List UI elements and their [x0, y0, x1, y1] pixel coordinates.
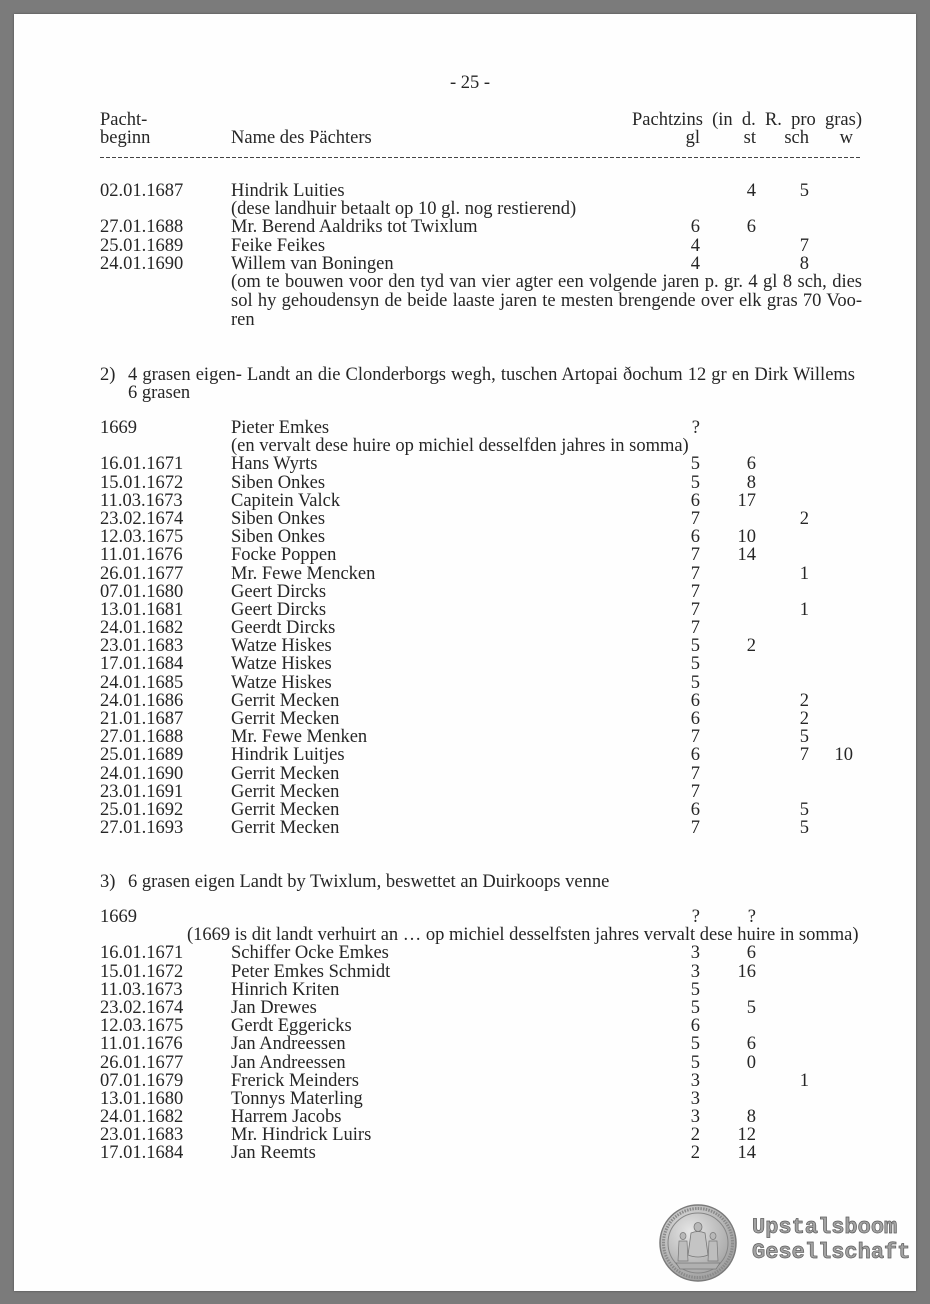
tenant-name-cell: Mr. Fewe Mencken: [231, 563, 376, 584]
lease-begin-cell: 23.02.1674: [100, 997, 184, 1018]
rent-st-cell: 8: [746, 1107, 756, 1128]
rent-st-cell: 6: [746, 217, 756, 238]
table-row: [0, 801, 930, 819]
tenant-name-cell: Hindrik Luitjes: [231, 745, 345, 766]
rent-sch-cell: 7: [799, 235, 809, 256]
lease-begin-cell: 26.01.1677: [100, 1052, 184, 1073]
rent-gl-cell: 3: [690, 961, 700, 982]
table-row: [0, 728, 930, 746]
rent-gl-cell: 4: [690, 235, 700, 256]
table-row: [0, 746, 930, 764]
tenant-name-cell: Jan Andreessen: [231, 1034, 346, 1055]
table-row: [0, 1108, 930, 1126]
tenant-name-cell: Feike Feikes: [231, 235, 326, 256]
rent-gl-cell: 5: [690, 979, 700, 1000]
table-row: [0, 455, 930, 473]
tenant-name-cell: Jan Drewes: [231, 997, 317, 1018]
tenant-name-cell: Siben Onkes: [231, 527, 326, 548]
table-row: [0, 637, 930, 655]
lease-begin-cell: 11.03.1673: [100, 979, 183, 1000]
remark-text: sol hy gehoudensyn de beide laaste jaren te mesten brengende over elk gras 70 Voo-: [231, 290, 862, 311]
tenant-name-cell: Tonnys Materling: [231, 1088, 363, 1109]
lease-begin-cell: 13.01.1681: [100, 599, 184, 620]
tenant-name-cell: Frerick Meinders: [231, 1070, 359, 1091]
page-number: - 25 -: [449, 73, 491, 93]
rent-sch-cell: 2: [799, 690, 809, 711]
table-row: [0, 546, 930, 564]
section-number: 2): [100, 365, 116, 385]
table-row: [0, 710, 930, 728]
tenant-name-cell: Siben Onkes: [231, 508, 326, 529]
table-row: [0, 255, 930, 273]
seal-icon: [658, 1203, 738, 1283]
lease-begin-cell: 16.01.1671: [100, 454, 184, 475]
rent-st-cell: 17: [737, 490, 756, 511]
rent-gl-cell: 5: [690, 636, 700, 657]
header-unit-st: st: [743, 128, 756, 148]
rent-gl-cell: 3: [690, 1070, 700, 1091]
lease-begin-cell: 21.01.1687: [100, 709, 184, 729]
section-1-table: [0, 182, 930, 330]
table-row: [0, 1072, 930, 1090]
header-lease-begin-line2: beginn: [100, 128, 151, 148]
lease-begin-cell: 24.01.1690: [100, 763, 184, 784]
rent-gl-cell: 5: [690, 454, 700, 475]
header-dashed-rule: [100, 157, 862, 158]
lease-begin-cell: 1669: [100, 418, 137, 438]
table-row: [0, 601, 930, 619]
rent-gl-cell: 2: [690, 1143, 700, 1164]
lease-begin-cell: 17.01.1684: [100, 654, 184, 675]
lease-begin-cell: 1669: [100, 907, 137, 927]
tenant-name-cell: Mr. Fewe Menken: [231, 727, 368, 748]
lease-begin-cell: 24.01.1685: [100, 672, 184, 693]
table-row: [0, 944, 930, 962]
lease-begin-cell: 27.01.1693: [100, 818, 184, 839]
rent-gl-cell: 7: [690, 581, 700, 602]
rent-st-cell: 10: [737, 527, 756, 548]
tenant-name-cell: Jan Andreessen: [231, 1052, 346, 1073]
tenant-name-cell: Gerrit Mecken: [231, 763, 340, 784]
table-row: [0, 1144, 930, 1162]
rent-gl-cell: 5: [690, 672, 700, 693]
rent-sch-cell: 5: [799, 181, 809, 201]
rent-st-cell: 6: [746, 454, 756, 475]
rent-gl-cell: 7: [690, 545, 700, 566]
lease-begin-cell: 27.01.1688: [100, 727, 184, 748]
rent-gl-cell: 6: [690, 527, 700, 548]
rent-sch-cell: 1: [799, 599, 809, 620]
table-row: [0, 1090, 930, 1108]
rent-sch-cell: 5: [799, 799, 809, 820]
tenant-name-cell: Watze Hiskes: [231, 672, 332, 693]
remark-text: (en vervalt dese huire op michiel desselfden jahres in somma): [231, 436, 689, 457]
remark-text: ren: [231, 309, 255, 330]
rent-gl-cell: 5: [690, 472, 700, 493]
tenant-name-cell: Willem van Boningen: [231, 253, 394, 274]
header-lease-begin-line1: Pacht-: [100, 110, 148, 130]
tenant-name-cell: Watze Hiskes: [231, 654, 332, 675]
tenant-name-cell: Focke Poppen: [231, 545, 337, 566]
rent-gl-cell: 7: [690, 763, 700, 784]
rent-sch-cell: 7: [799, 745, 809, 766]
rent-gl-cell: 5: [690, 654, 700, 675]
header-tenant-name: Name des Pächters: [231, 128, 372, 148]
lease-begin-cell: 23.02.1674: [100, 508, 184, 529]
header-unit-w: w: [839, 128, 853, 148]
tenant-name-cell: Watze Hiskes: [231, 636, 332, 657]
table-row: [0, 655, 930, 673]
rent-w-cell: 10: [834, 745, 853, 766]
rent-gl-cell: 5: [690, 997, 700, 1018]
rent-st-cell: 6: [746, 943, 756, 964]
rent-gl-cell: 7: [690, 781, 700, 802]
lease-begin-cell: 07.01.1679: [100, 1070, 184, 1091]
tenant-name-cell: Hindrik Luities: [231, 181, 345, 201]
tenant-name-cell: Mr. Hindrick Luirs: [231, 1125, 372, 1146]
lease-begin-cell: 07.01.1680: [100, 581, 184, 602]
tenant-name-cell: Peter Emkes Schmidt: [231, 961, 391, 982]
table-row: [0, 528, 930, 546]
remark-line: [0, 273, 930, 292]
tenant-name-cell: Gerrit Mecken: [231, 709, 340, 729]
rent-st-cell: 12: [737, 1125, 756, 1146]
rent-gl-cell: 3: [690, 943, 700, 964]
table-row: [0, 237, 930, 255]
remark-line: [0, 292, 930, 311]
section-heading-line: 6 grasen eigen Landt by Twixlum, beswettet an Duirkoops venne: [128, 872, 610, 892]
header-rent-title: Pachtzins (in d. R. pro gras): [632, 110, 862, 130]
table-row: [0, 674, 930, 692]
lease-begin-cell: 24.01.1690: [100, 253, 184, 274]
rent-st-cell: 5: [746, 997, 756, 1018]
logo-text-line2: Gesellschaft: [752, 1240, 911, 1265]
rent-sch-cell: 5: [799, 727, 809, 748]
table-row: [0, 1035, 930, 1053]
lease-begin-cell: 24.01.1686: [100, 690, 184, 711]
lease-begin-cell: 11.03.1673: [100, 490, 183, 511]
table-row: [0, 783, 930, 801]
rent-gl-cell: 3: [690, 1107, 700, 1128]
lease-begin-cell: 26.01.1677: [100, 563, 184, 584]
rent-gl-cell: 4: [690, 253, 700, 274]
table-row: [0, 999, 930, 1017]
lease-begin-cell: 24.01.1682: [100, 1107, 184, 1128]
tenant-name-cell: Geert Dircks: [231, 599, 327, 620]
table-row: [0, 419, 930, 437]
remark-text: (dese landhuir betaalt op 10 gl. nog restierend): [231, 199, 577, 220]
section-number: 3): [100, 872, 116, 892]
lease-begin-cell: 02.01.1687: [100, 181, 184, 201]
rent-gl-cell: 7: [690, 599, 700, 620]
lease-begin-cell: 16.01.1671: [100, 943, 184, 964]
lease-begin-cell: 11.01.1676: [100, 1034, 183, 1055]
lease-begin-cell: 23.01.1691: [100, 781, 184, 802]
rent-gl-cell: ?: [691, 907, 700, 927]
rent-st-cell: 14: [737, 545, 756, 566]
table-row: [0, 692, 930, 710]
rent-gl-cell: 6: [690, 1016, 700, 1037]
rent-st-cell: 4: [746, 181, 756, 201]
table-row: [0, 1017, 930, 1035]
table-row: [0, 819, 930, 837]
rent-gl-cell: 5: [690, 1034, 700, 1055]
rent-gl-cell: 6: [690, 745, 700, 766]
table-row: [0, 963, 930, 981]
table-row: [0, 474, 930, 492]
table-row: [0, 182, 930, 200]
tenant-name-cell: Gerrit Mecken: [231, 818, 340, 839]
table-row: [0, 510, 930, 528]
rent-st-cell: 2: [746, 636, 756, 657]
table-row: [0, 218, 930, 236]
section-heading-line: 6 grasen: [128, 383, 191, 404]
rent-gl-cell: 5: [690, 1052, 700, 1073]
section-2-table: [0, 419, 930, 837]
rent-st-cell: 14: [737, 1143, 756, 1164]
tenant-name-cell: Harrem Jacobs: [231, 1107, 342, 1128]
lease-begin-cell: 15.01.1672: [100, 961, 184, 982]
rent-gl-cell: ?: [691, 418, 700, 438]
section-3-table: [0, 908, 930, 1163]
table-row: [0, 565, 930, 583]
table-row: [0, 981, 930, 999]
table-row: [0, 908, 930, 926]
rent-gl-cell: 7: [690, 508, 700, 529]
rent-sch-cell: 8: [799, 253, 809, 274]
lease-begin-cell: 13.01.1680: [100, 1088, 184, 1109]
rent-st-cell: 6: [746, 1034, 756, 1055]
rent-sch-cell: 2: [799, 709, 809, 729]
remark-text: (om te bouwen voor den tyd van vier agter een volgende jaren p. gr. 4 gl 8 sch, dies: [231, 271, 862, 292]
lease-begin-cell: 17.01.1684: [100, 1143, 184, 1164]
lease-begin-cell: 23.01.1683: [100, 1125, 184, 1146]
table-row: [0, 765, 930, 783]
remark-line: [0, 926, 930, 944]
lease-begin-cell: 27.01.1688: [100, 217, 184, 238]
tenant-name-cell: Jan Reemts: [231, 1143, 316, 1164]
logo-text-line1: Upstalsboom: [752, 1215, 898, 1240]
rent-sch-cell: 1: [799, 563, 809, 584]
lease-begin-cell: 25.01.1692: [100, 799, 184, 820]
table-row: [0, 619, 930, 637]
tenant-name-cell: Capitein Valck: [231, 490, 341, 511]
remark-line: [0, 437, 930, 455]
rent-gl-cell: 6: [690, 490, 700, 511]
header-unit-sch: sch: [784, 128, 809, 148]
table-row: [0, 492, 930, 510]
rent-gl-cell: 7: [690, 818, 700, 839]
tenant-name-cell: Geert Dircks: [231, 581, 327, 602]
rent-st-cell: 8: [746, 472, 756, 493]
rent-gl-cell: 6: [690, 709, 700, 729]
lease-begin-cell: 23.01.1683: [100, 636, 184, 657]
table-row: [0, 1126, 930, 1144]
table-row: [0, 1054, 930, 1072]
header-unit-gl: gl: [685, 128, 700, 148]
remark-line: [0, 200, 930, 218]
remark-line: [0, 311, 930, 330]
rent-gl-cell: 7: [690, 563, 700, 584]
tenant-name-cell: Mr. Berend Aaldriks tot Twixlum: [231, 217, 478, 238]
tenant-name-cell: Schiffer Ocke Emkes: [231, 943, 389, 964]
tenant-name-cell: Gerrit Mecken: [231, 690, 340, 711]
tenant-name-cell: Geerdt Dircks: [231, 618, 336, 639]
lease-begin-cell: 25.01.1689: [100, 745, 184, 766]
section-heading-line: 4 grasen eigen- Landt an die Clonderborgs wegh, tuschen Artopai ðochum 12 gr en Dirk Willems: [128, 365, 855, 385]
rent-sch-cell: 1: [799, 1070, 809, 1091]
rent-gl-cell: 6: [690, 217, 700, 238]
rent-gl-cell: 7: [690, 727, 700, 748]
tenant-name-cell: Pieter Emkes: [231, 418, 330, 438]
lease-begin-cell: 24.01.1682: [100, 618, 184, 639]
rent-st-cell: ?: [747, 907, 756, 927]
tenant-name-cell: Gerrit Mecken: [231, 799, 340, 820]
rent-gl-cell: 3: [690, 1088, 700, 1109]
rent-sch-cell: 2: [799, 508, 809, 529]
lease-begin-cell: 12.03.1675: [100, 527, 184, 548]
rent-gl-cell: 6: [690, 799, 700, 820]
rent-sch-cell: 5: [799, 818, 809, 839]
lease-begin-cell: 15.01.1672: [100, 472, 184, 493]
lease-begin-cell: 11.01.1676: [100, 545, 183, 566]
rent-gl-cell: 7: [690, 618, 700, 639]
rent-gl-cell: 6: [690, 690, 700, 711]
remark-text: (1669 is dit landt verhuirt an … op michiel desselfsten jahres vervalt dese huire in somma): [187, 925, 859, 946]
rent-st-cell: 16: [737, 961, 756, 982]
rent-gl-cell: 2: [690, 1125, 700, 1146]
tenant-name-cell: Gerdt Eggericks: [231, 1016, 352, 1037]
tenant-name-cell: Siben Onkes: [231, 472, 326, 493]
tenant-name-cell: Gerrit Mecken: [231, 781, 340, 802]
lease-begin-cell: 12.03.1675: [100, 1016, 184, 1037]
table-row: [0, 583, 930, 601]
tenant-name-cell: Hinrich Kriten: [231, 979, 340, 1000]
lease-begin-cell: 25.01.1689: [100, 235, 184, 256]
tenant-name-cell: Hans Wyrts: [231, 454, 318, 475]
rent-st-cell: 0: [746, 1052, 756, 1073]
